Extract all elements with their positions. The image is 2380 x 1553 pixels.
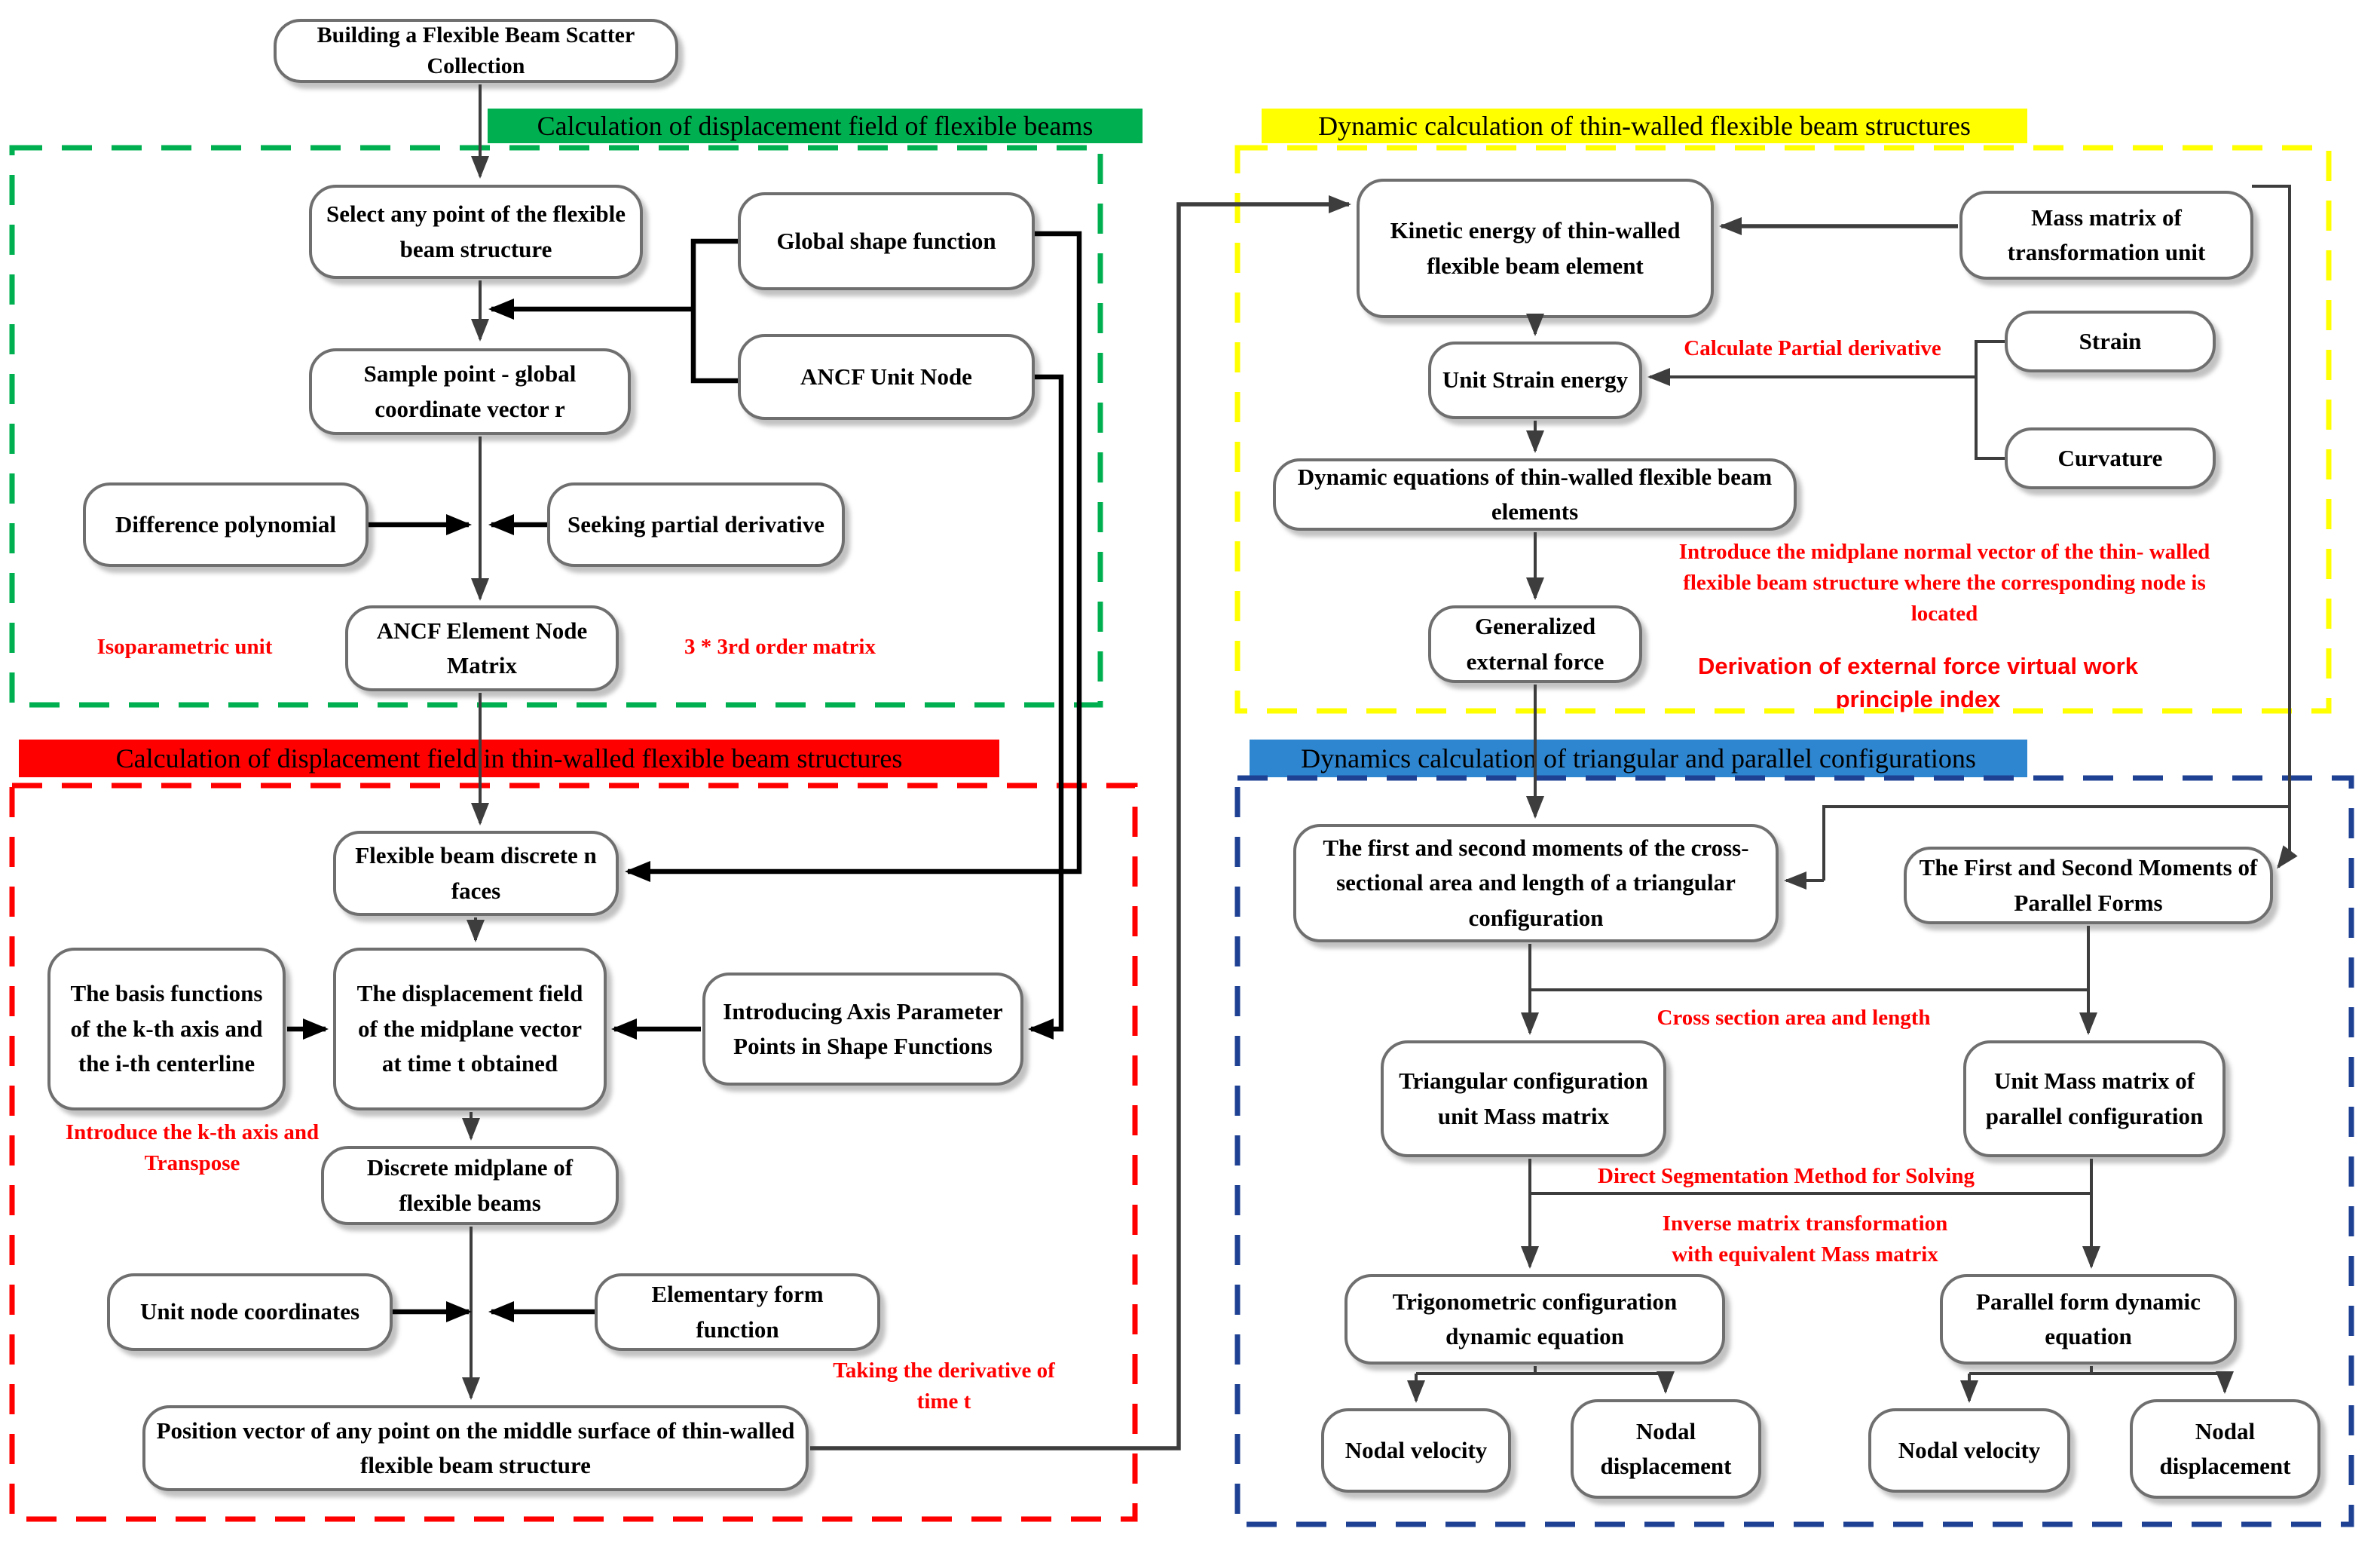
node-global-shape-function: Global shape function	[738, 192, 1035, 290]
annotation-introduce-midplane: Introduce the midplane normal vector of the thin- walled flexible beam structure where the corresponding node is located	[1678, 540, 2210, 626]
node-unit-mass-parallel: Unit Mass matrix of parallel configuration	[1963, 1040, 2226, 1157]
node-nodal-velocity-par: Nodal velocity	[1868, 1408, 2070, 1493]
node-dynamic-equations: Dynamic equations of thin-walled flexible beam elements	[1273, 458, 1797, 531]
annotation-derivation-virtual-work: Derivation of external force virtual work principle index	[1697, 653, 2138, 713]
annotation-introduce-kth-axis: Introduce the k-th axis and Transpose	[65, 1120, 320, 1176]
node-discrete-midplane: Discrete midplane of flexible beams	[321, 1146, 619, 1225]
node-unit-strain-energy: Unit Strain energy	[1428, 342, 1642, 419]
node-generalized-external-force: Generalized external force	[1428, 605, 1642, 683]
annotation-calculate-partial: Calculate Partial derivative	[1684, 336, 1941, 360]
node-sample-point: Sample point - global coordinate vector r	[309, 348, 631, 435]
node-nodal-displacement-tri: Nodal displacement	[1571, 1399, 1761, 1499]
section-header-blue: Dynamics calculation of triangular and parallel configurations	[1250, 740, 2027, 777]
section-header-green: Calculation of displacement field of flexible beams	[488, 109, 1143, 143]
node-nodal-displacement-par: Nodal displacement	[2130, 1399, 2320, 1499]
node-moments-parallel: The First and Second Moments of Parallel Forms	[1904, 847, 2273, 924]
node-basis-functions: The basis functions of the k-th axis and the i-th centerline	[47, 948, 286, 1110]
node-nodal-velocity-tri: Nodal velocity	[1321, 1408, 1511, 1493]
node-position-vector: Position vector of any point on the middle surface of thin-walled flexible beam structure	[142, 1405, 809, 1491]
annotation-inverse-matrix: Inverse matrix transformation with equivalent Mass matrix	[1662, 1211, 1948, 1267]
node-introducing-axis: Introducing Axis Parameter Points in Shape Functions	[702, 973, 1023, 1086]
annotation-taking-derivative: Taking the derivative of time t	[833, 1358, 1055, 1414]
node-flexible-beam-discrete: Flexible beam discrete n faces	[333, 831, 619, 916]
node-moments-triangular: The first and second moments of the cross-sectional area and length of a triangular configuration	[1293, 824, 1779, 942]
annotation-cross-section: Cross section area and length	[1657, 1006, 1931, 1030]
annotation-isoparametric-unit: Isoparametric unit	[96, 635, 273, 659]
node-curvature: Curvature	[2005, 427, 2216, 489]
node-trig-dynamic-equation: Trigonometric configuration dynamic equation	[1344, 1274, 1725, 1365]
node-mass-matrix-transformation: Mass matrix of transformation unit	[1959, 191, 2253, 280]
node-select-point: Select any point of the flexible beam structure	[309, 185, 643, 279]
node-unit-node-coordinates: Unit node coordinates	[107, 1273, 393, 1351]
section-header-yellow: Dynamic calculation of thin-walled flexible beam structures	[1262, 109, 2027, 143]
annotation-order-matrix: 3 * 3rd order matrix	[684, 635, 876, 659]
node-triangular-mass-matrix: Triangular configuration unit Mass matrix	[1381, 1040, 1666, 1157]
node-strain: Strain	[2005, 311, 2216, 372]
node-ancf-element-node-matrix: ANCF Element Node Matrix	[345, 605, 619, 691]
node-parallel-dynamic-equation: Parallel form dynamic equation	[1940, 1274, 2237, 1365]
section-header-red: Calculation of displacement field in thin-walled flexible beam structures	[19, 740, 999, 777]
node-building-collection: Building a Flexible Beam Scatter Collection	[274, 19, 678, 83]
node-elementary-form-function: Elementary form function	[595, 1273, 880, 1351]
annotation-direct-segmentation: Direct Segmentation Method for Solving	[1598, 1164, 1975, 1188]
node-difference-polynomial: Difference polynomial	[83, 482, 369, 567]
node-kinetic-energy: Kinetic energy of thin-walled flexible beam element	[1357, 179, 1714, 318]
node-displacement-field: The displacement field of the midplane vector at time t obtained	[333, 948, 607, 1110]
node-ancf-unit-node: ANCF Unit Node	[738, 334, 1035, 420]
node-seeking-partial-derivative: Seeking partial derivative	[547, 482, 845, 567]
